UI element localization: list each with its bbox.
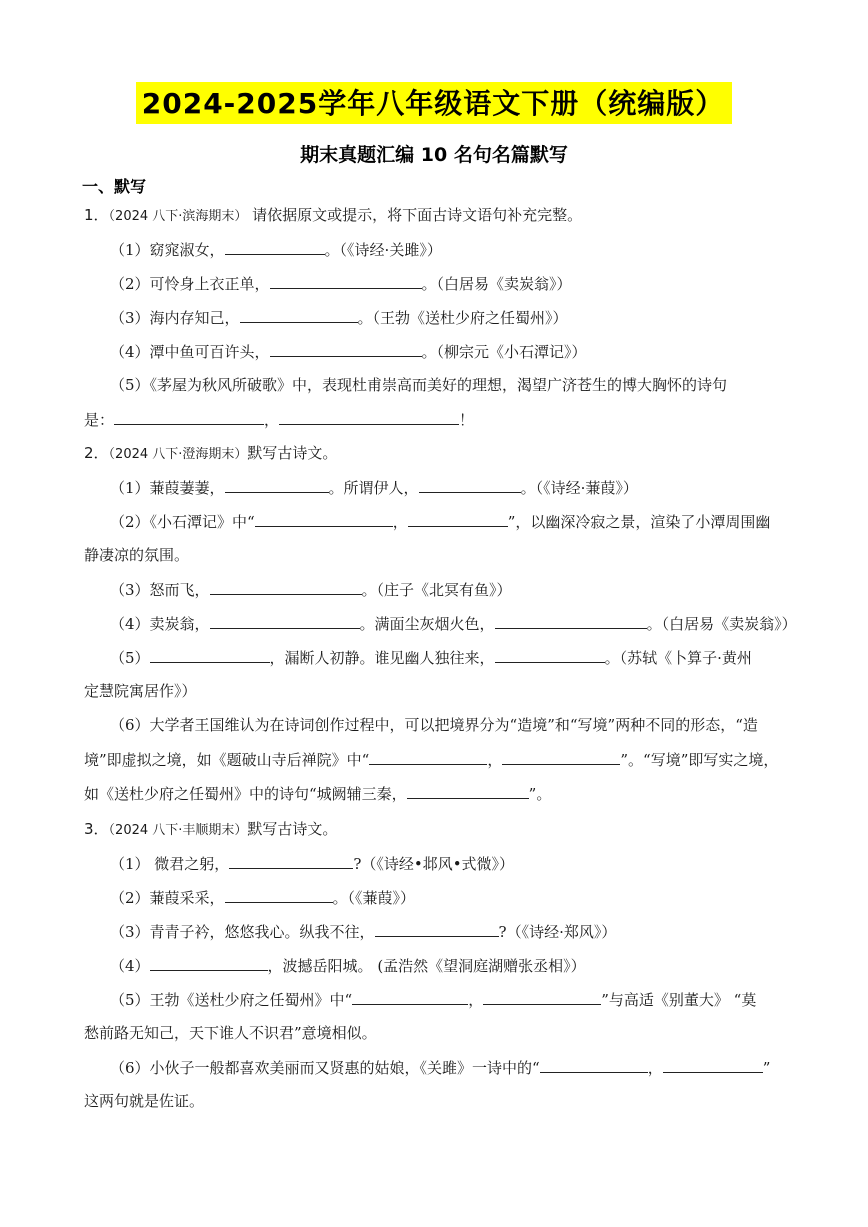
answer-blank[interactable] bbox=[419, 477, 521, 493]
question-1-item-2 bbox=[110, 273, 572, 294]
item-text: 境”即虚拟之境，如《题破山寺后禅院》中“ bbox=[84, 751, 370, 769]
item-text: ， bbox=[392, 513, 408, 531]
question-3-item-4 bbox=[110, 955, 586, 976]
answer-blank[interactable] bbox=[483, 989, 601, 1005]
item-text: （2）蒹葭采采， bbox=[110, 889, 225, 907]
question-1-item-1 bbox=[110, 239, 442, 260]
answer-blank[interactable] bbox=[225, 477, 329, 493]
answer-blank[interactable] bbox=[369, 749, 487, 765]
question-2-item-3 bbox=[110, 579, 512, 600]
answer-blank[interactable] bbox=[240, 307, 358, 323]
question-2-item-2-cont: 静凄凉的氛围。 bbox=[84, 546, 190, 564]
answer-blank[interactable] bbox=[225, 239, 325, 255]
item-text: 。（白居易《卖炭翁》） bbox=[421, 275, 572, 293]
answer-blank[interactable] bbox=[495, 647, 605, 663]
answer-blank[interactable] bbox=[150, 955, 268, 971]
item-text: （2）《小石潭记》中“ bbox=[110, 513, 255, 531]
answer-blank[interactable] bbox=[408, 511, 508, 527]
question-3-item-5-cont: 愁前路无知己，天下谁人不识君”意境相似。 bbox=[84, 1024, 377, 1042]
item-text: ， bbox=[487, 751, 503, 769]
answer-blank[interactable] bbox=[229, 853, 353, 869]
item-text: ，波撼岳阳城。 (孟浩然《望洞庭湖赠张丞相》） bbox=[267, 957, 586, 975]
question-1-item-5: （5）《茅屋为秋风所破歌》中，表现杜甫崇高而美好的理想，渴望广济苍生的博大胸怀的诗句 bbox=[110, 376, 728, 394]
question-3-item-6 bbox=[110, 1057, 770, 1078]
answer-blank[interactable] bbox=[210, 613, 360, 629]
item-text: ”。 bbox=[528, 785, 552, 803]
question-3-item-3 bbox=[110, 921, 616, 942]
item-text: ！ bbox=[459, 411, 475, 429]
answer-blank[interactable] bbox=[352, 989, 468, 1005]
answer-blank[interactable] bbox=[270, 273, 422, 289]
question-3-item-5 bbox=[110, 989, 756, 1010]
item-text: 是： bbox=[84, 411, 115, 429]
item-text: （4）卖炭翁， bbox=[110, 615, 210, 633]
item-text: （4）潭中鱼可百许头， bbox=[110, 343, 270, 361]
item-text: 。（《诗经·蒹葭》） bbox=[520, 479, 638, 497]
item-text: （6）小伙子一般都喜欢美丽而又贤惠的姑娘，《关雎》一诗中的“ bbox=[110, 1059, 540, 1077]
question-prompt: 默写古诗文。 bbox=[247, 444, 338, 462]
question-2-item-6-cont2 bbox=[84, 783, 551, 804]
section-heading: 一、默写 bbox=[82, 177, 147, 196]
item-text: 。所谓伊人， bbox=[328, 479, 419, 497]
question-source: （2024 八下·滨海期末） bbox=[108, 209, 248, 224]
item-text: 。（庄子《北冥有鱼》） bbox=[361, 581, 512, 599]
question-number: 2． bbox=[84, 444, 109, 462]
answer-blank[interactable] bbox=[495, 613, 647, 629]
item-text: ?（《诗经•邶风•式微》） bbox=[353, 855, 515, 873]
item-text: （2）可怜身上衣正单， bbox=[110, 275, 270, 293]
question-2-item-1 bbox=[110, 477, 638, 498]
item-text: 。（苏轼《卜算子·黄州 bbox=[604, 649, 752, 667]
question-1-header bbox=[84, 205, 582, 227]
question-1-item-3 bbox=[110, 307, 568, 328]
item-text: （1）窈窕淑女， bbox=[110, 241, 225, 259]
question-source: （2024 八下·澄海期末） bbox=[108, 447, 248, 462]
question-2-item-2 bbox=[110, 511, 770, 532]
item-text: （3）青青子衿，悠悠我心。纵我不往， bbox=[110, 923, 375, 941]
item-text: ”与高适《别董大》 “莫 bbox=[601, 991, 757, 1009]
answer-blank[interactable] bbox=[407, 783, 529, 799]
question-source: （2024 八下·丰顺期末） bbox=[108, 823, 248, 838]
item-text: ， bbox=[264, 411, 280, 429]
item-text: ”。“写境”即写实之境， bbox=[620, 751, 779, 769]
answer-blank[interactable] bbox=[225, 887, 333, 903]
question-2-header bbox=[84, 443, 337, 465]
item-text: 。（柳宗元《小石潭记》） bbox=[421, 343, 587, 361]
item-text: ， bbox=[647, 1059, 663, 1077]
item-text: 。满面尘灰烟火色， bbox=[359, 615, 495, 633]
answer-blank[interactable] bbox=[540, 1057, 648, 1073]
question-2-item-5 bbox=[110, 647, 752, 668]
item-text: ?（《诗经·郑风》） bbox=[498, 923, 617, 941]
answer-blank[interactable] bbox=[150, 647, 270, 663]
question-3-item-6-cont: 这两句就是佐证。 bbox=[84, 1092, 205, 1110]
item-text: （3）海内存知己， bbox=[110, 309, 240, 327]
item-text: 如《送杜少府之任蜀州》中的诗句“城阙辅三秦， bbox=[84, 785, 407, 803]
question-1-item-5-cont bbox=[84, 409, 474, 430]
title-block bbox=[0, 82, 868, 124]
page-title: 2024-2025学年八年级语文下册（统编版） bbox=[136, 82, 732, 124]
item-text: （5）王勃《送杜少府之任蜀州》中“ bbox=[110, 991, 353, 1009]
answer-blank[interactable] bbox=[375, 921, 499, 937]
item-text: 。（白居易《卖炭翁》） bbox=[646, 615, 797, 633]
item-text: ， bbox=[468, 991, 484, 1009]
item-text: 。（王勃《送杜少府之任蜀州》） bbox=[357, 309, 568, 327]
question-3-item-2 bbox=[110, 887, 415, 908]
item-text: 。（《蒹葭》） bbox=[332, 889, 416, 907]
question-number: 3． bbox=[84, 820, 109, 838]
item-text: ” bbox=[762, 1059, 771, 1077]
question-number: 1． bbox=[84, 206, 109, 224]
question-prompt: 请依据原文或提示，将下面古诗文语句补充完整。 bbox=[247, 206, 583, 224]
question-2-item-4 bbox=[110, 613, 797, 634]
item-text: ，漏断人初静。谁见幽人独往来， bbox=[269, 649, 495, 667]
question-3-header bbox=[84, 819, 337, 841]
item-text: （5） bbox=[110, 649, 150, 667]
question-2-item-5-cont: 定慧院寓居作》） bbox=[84, 682, 197, 700]
answer-blank[interactable] bbox=[663, 1057, 763, 1073]
answer-blank[interactable] bbox=[255, 511, 393, 527]
item-text: （1）蒹葭萋萋， bbox=[110, 479, 225, 497]
question-2-item-6: （6）大学者王国维认为在诗词创作过程中，可以把境界分为“造境”和“写境”两种不同的形态，“造 bbox=[110, 716, 758, 734]
answer-blank[interactable] bbox=[270, 341, 422, 357]
page-subtitle: 期末真题汇编 10 名句名篇默写 bbox=[300, 144, 568, 166]
item-text: （1） 微君之躬， bbox=[110, 855, 230, 873]
question-3-item-1 bbox=[110, 853, 514, 874]
question-2-item-6-cont bbox=[84, 749, 778, 770]
answer-blank[interactable] bbox=[502, 749, 620, 765]
item-text: （3）怒而飞， bbox=[110, 581, 210, 599]
item-text: （4） bbox=[110, 957, 150, 975]
answer-blank[interactable] bbox=[114, 409, 264, 425]
question-prompt: 默写古诗文。 bbox=[247, 820, 338, 838]
question-1-item-4 bbox=[110, 341, 587, 362]
item-text: ”，以幽深冷寂之景，渲染了小潭周围幽 bbox=[507, 513, 771, 531]
answer-blank[interactable] bbox=[279, 409, 459, 425]
item-text: 。（《诗经·关雎》） bbox=[324, 241, 442, 259]
answer-blank[interactable] bbox=[210, 579, 362, 595]
